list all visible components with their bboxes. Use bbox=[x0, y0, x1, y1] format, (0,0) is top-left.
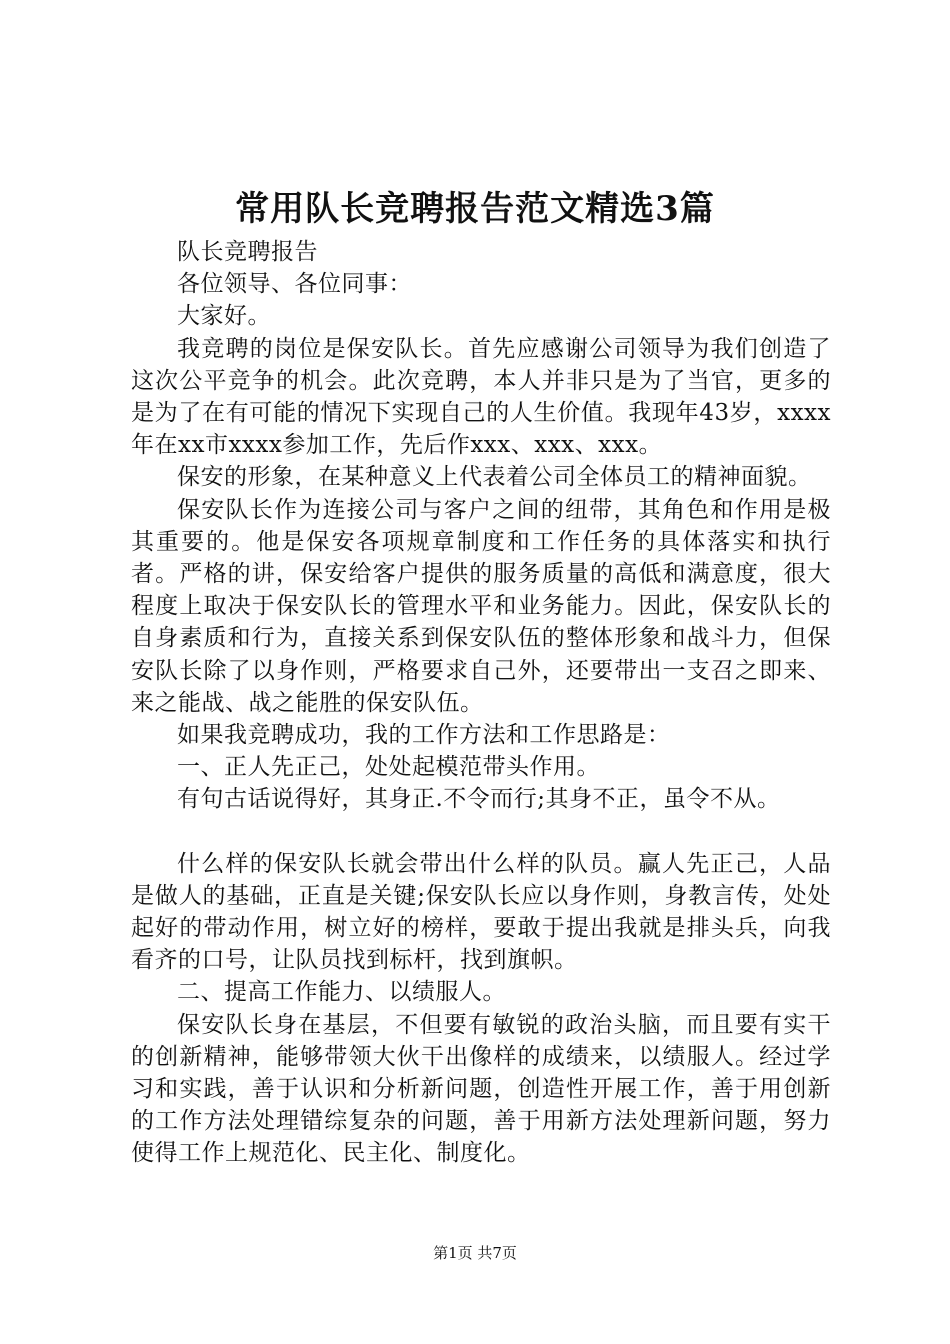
document-body bbox=[131, 236, 831, 1170]
paragraph-saying: 有句古话说得好，其身正.不令而行;其身不正，虽令不从。 bbox=[177, 786, 781, 813]
paragraph-intro: 我竞聘的岗位是保安队长。首先应感谢公司领导为我们创造了这次公平竞争的机会。此次竞聘，本人并非只是为了当官，更多的是为了在有可能的情况下实现自己的人生价值。我现年43岁，xxxx年在xx市xxxx参加工作，先后作xxx、xxx、xxx。 bbox=[131, 335, 831, 459]
paragraph-greeting: 大家好。 bbox=[177, 303, 271, 330]
paragraph-salutation: 各位领导、各位同事： bbox=[177, 271, 412, 298]
page-number-footer: 第1页 共7页 bbox=[433, 1244, 517, 1262]
paragraph-ability: 保安队长身在基层，不但要有敏锐的政治头脑，而且要有实干的创新精神，能够带领大伙干出像样的成绩来，以绩服人。经过学习和实践，善于认识和分析新问题，创造性开展工作，善于用创新的工作方法处理错综复杂的问题，善于用新方法处理新问题，努力使得工作上规范化、民主化、制度化。 bbox=[131, 1011, 831, 1167]
paragraph-point-two: 二、提高工作能力、以绩服人。 bbox=[177, 979, 506, 1006]
paragraph-plan: 如果我竞聘成功，我的工作方法和工作思路是： bbox=[177, 722, 671, 749]
paragraph-example: 什么样的保安队长就会带出什么样的队员。赢人先正己，人品是做人的基础，正直是关键;保安队长应以身作则，身教言传，处处起好的带动作用，树立好的榜样，要敢于提出我就是排头兵，向我看齐的口号，让队员找到标杆，找到旗帜。 bbox=[131, 850, 831, 974]
paragraph-image: 保安的形象，在某种意义上代表着公司全体员工的精神面貌。 bbox=[177, 464, 812, 491]
document-title: 常用队长竞聘报告范文精选3篇 bbox=[235, 189, 715, 229]
paragraph-heading: 队长竞聘报告 bbox=[177, 239, 318, 265]
paragraph-point-one: 一、正人先正己，处处起模范带头作用。 bbox=[177, 754, 600, 781]
paragraph-role: 保安队长作为连接公司与客户之间的纽带，其角色和作用是极其重要的。他是保安各项规章制度和工作任务的具体落实和执行者。严格的讲，保安给客户提供的服务质量的高低和满意度，很大程度上取决于保安队长的管理水平和业务能力。因此，保安队长的自身素质和行为，直接关系到保安队伍的整体形象和战斗力，但保安队长除了以身作则，严格要求自己外，还要带出一支召之即来、来之能战、战之能胜的保安队伍。 bbox=[131, 496, 831, 716]
paragraph-spacer bbox=[131, 816, 831, 848]
